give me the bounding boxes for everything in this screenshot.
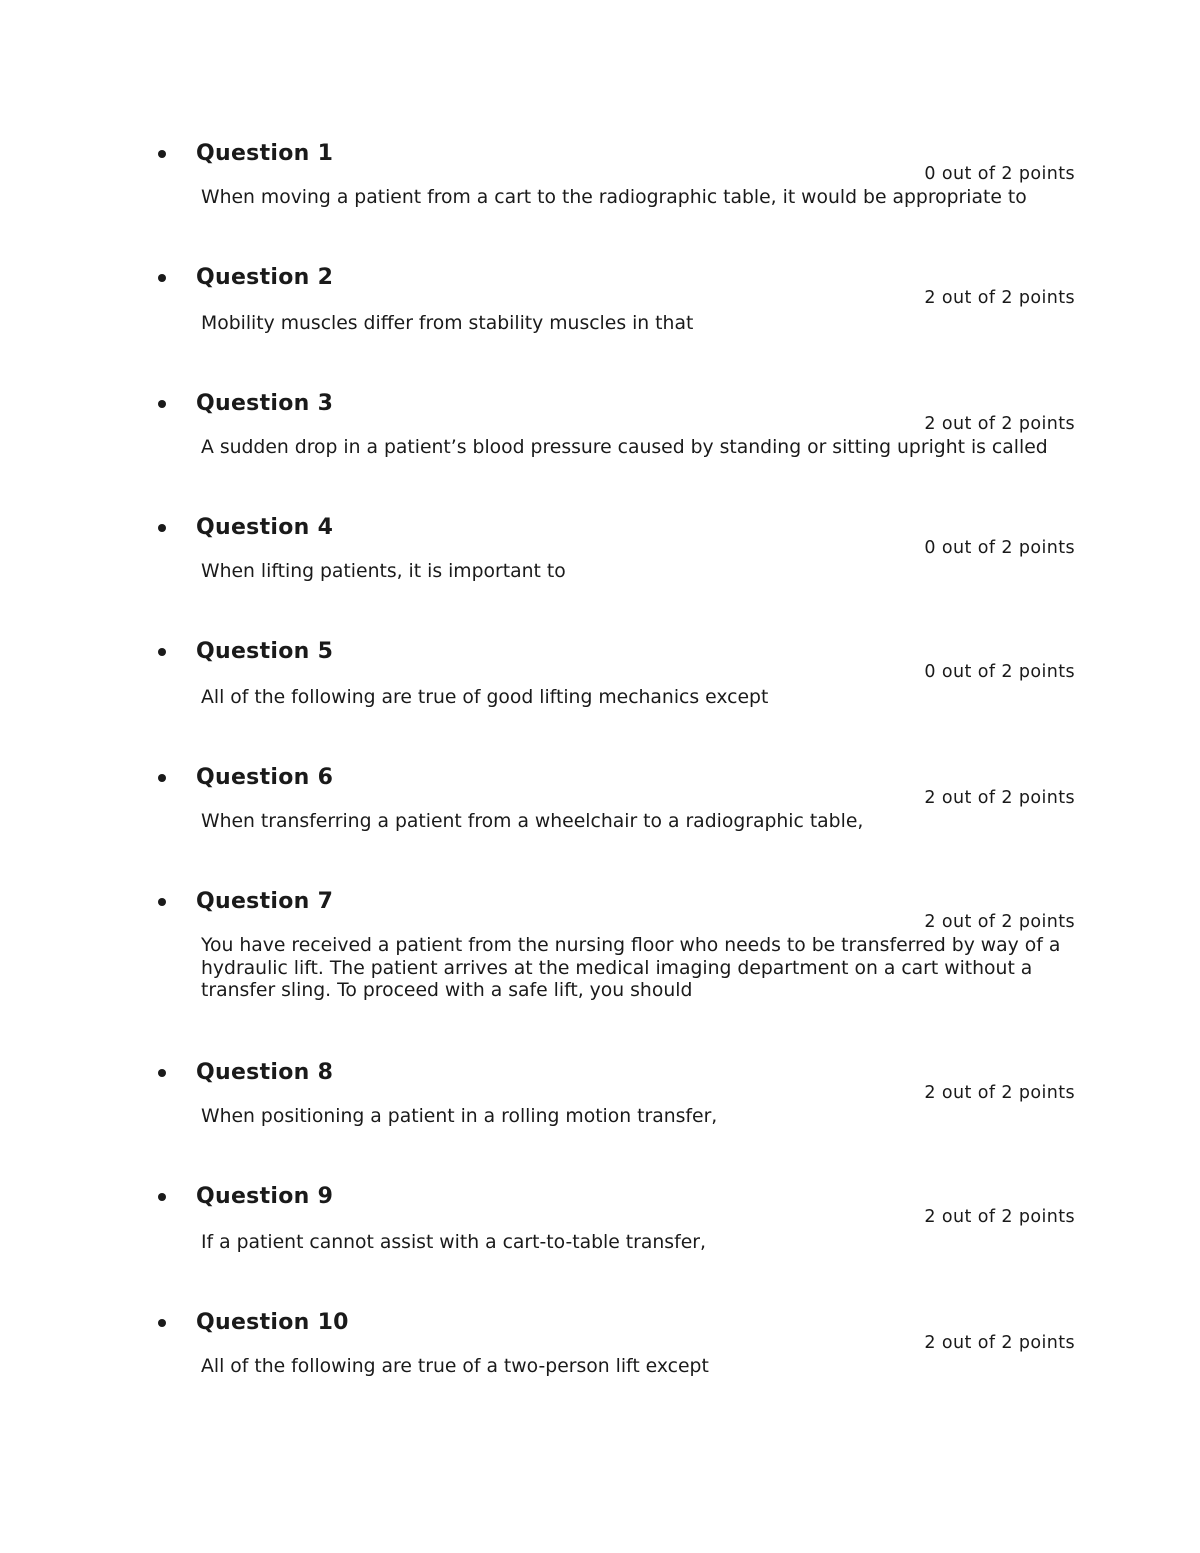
question-text: When lifting patients, it is important to bbox=[201, 561, 566, 582]
question-text: A sudden drop in a patient’s blood pressure caused by standing or sitting upright is called bbox=[201, 437, 1048, 458]
question-title: Question 1 bbox=[196, 141, 334, 166]
bullet-icon bbox=[158, 1319, 166, 1327]
question-title: Question 8 bbox=[196, 1060, 334, 1085]
question-text: All of the following are true of good lifting mechanics except bbox=[201, 687, 769, 708]
question-points: 2 out of 2 points bbox=[924, 1083, 1075, 1103]
question-title: Question 4 bbox=[196, 515, 334, 540]
question-title: Question 3 bbox=[196, 391, 334, 416]
question-points: 2 out of 2 points bbox=[924, 788, 1075, 808]
question-text: When transferring a patient from a wheelchair to a radiographic table, bbox=[201, 811, 864, 832]
question-title: Question 7 bbox=[196, 889, 334, 914]
bullet-icon bbox=[158, 898, 166, 906]
question-points: 2 out of 2 points bbox=[924, 912, 1075, 932]
bullet-icon bbox=[158, 150, 166, 158]
question-text: All of the following are true of a two-person lift except bbox=[201, 1356, 709, 1377]
bullet-icon bbox=[158, 1193, 166, 1201]
question-title: Question 9 bbox=[196, 1184, 334, 1209]
question-points: 2 out of 2 points bbox=[924, 288, 1075, 308]
question-points: 2 out of 2 points bbox=[924, 1207, 1075, 1227]
question-title: Question 5 bbox=[196, 639, 334, 664]
bullet-icon bbox=[158, 400, 166, 408]
question-text: Mobility muscles differ from stability muscles in that bbox=[201, 313, 694, 334]
question-points: 0 out of 2 points bbox=[924, 538, 1075, 558]
question-title: Question 2 bbox=[196, 265, 334, 290]
question-text: When moving a patient from a cart to the radiographic table, it would be appropriate to bbox=[201, 187, 1027, 208]
bullet-icon bbox=[158, 1069, 166, 1077]
question-title: Question 10 bbox=[196, 1310, 349, 1335]
question-points: 2 out of 2 points bbox=[924, 1333, 1075, 1353]
question-text: If a patient cannot assist with a cart-to-table transfer, bbox=[201, 1232, 706, 1253]
question-title: Question 6 bbox=[196, 765, 334, 790]
bullet-icon bbox=[158, 648, 166, 656]
question-points: 2 out of 2 points bbox=[924, 414, 1075, 434]
question-text: You have received a patient from the nursing floor who needs to be transferred by way of a hydraulic lift. The patient arrives at the medical imaging department on a cart without a transfer sling. To proceed with a safe lift, you should bbox=[201, 935, 1061, 1001]
bullet-icon bbox=[158, 774, 166, 782]
question-text: When positioning a patient in a rolling motion transfer, bbox=[201, 1106, 718, 1127]
question-points: 0 out of 2 points bbox=[924, 662, 1075, 682]
bullet-icon bbox=[158, 524, 166, 532]
bullet-icon bbox=[158, 274, 166, 282]
question-points: 0 out of 2 points bbox=[924, 164, 1075, 184]
